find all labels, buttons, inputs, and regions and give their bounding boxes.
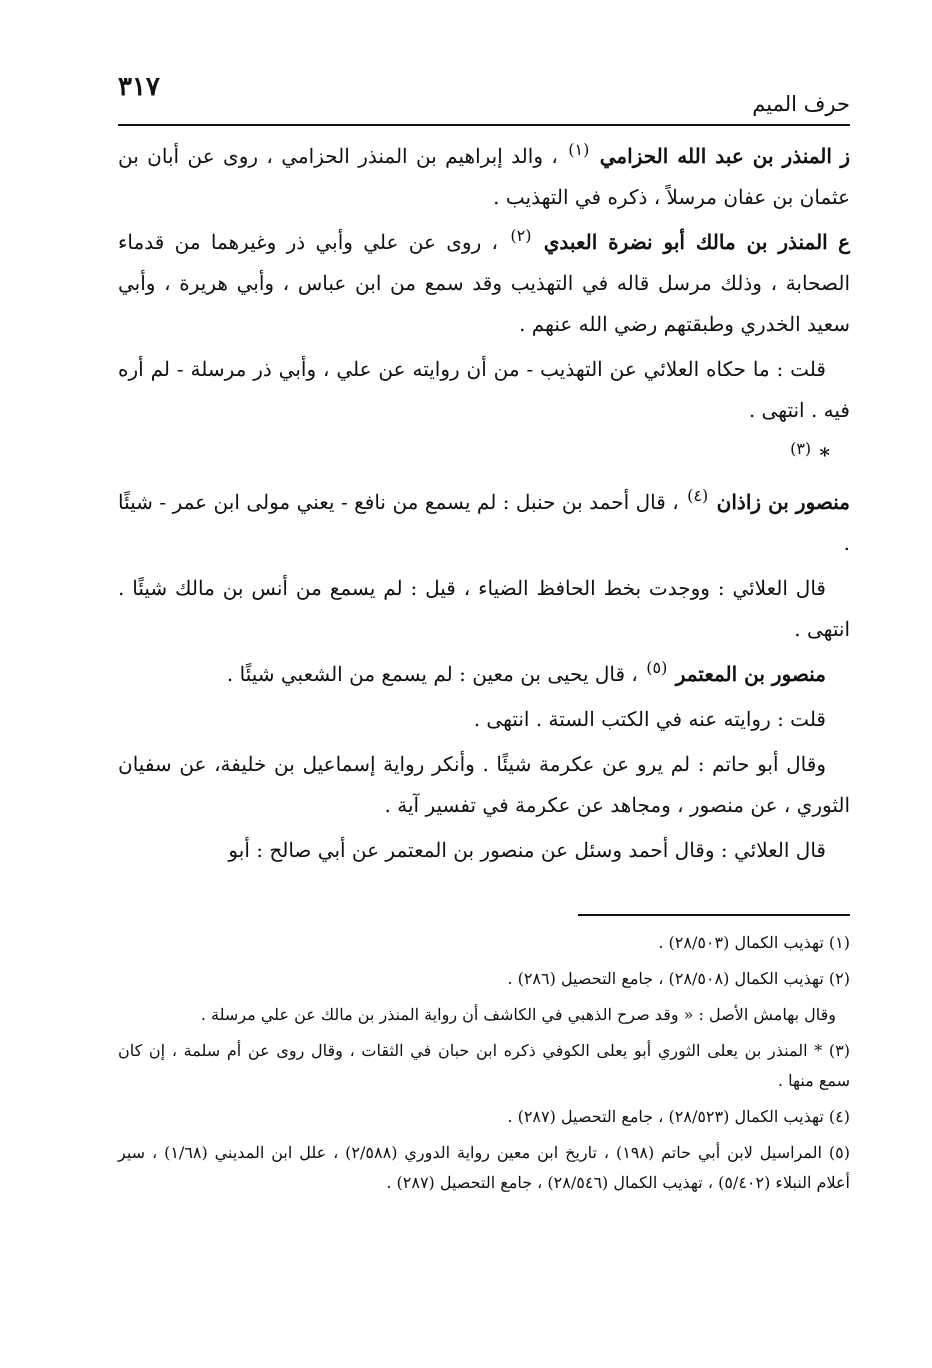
entry-text: ، روى عن علي وأبي ذر وغيرهما من قدماء الصحابة ، وذلك مرسل قاله في التهذيب وقد سمع من ابن عباس ، وأبي هريرة ، وأبي سعيد الخدري وطبقتهم رضي الله عنهم .: [118, 230, 850, 336]
footnote-continuation: وقال بهامش الأصل : « وقد صرح الذهبي في الكاشف أن رواية المنذر بن مالك عن علي مرسلة .: [200, 1005, 836, 1024]
entry-name: منصور بن المعتمر: [675, 662, 826, 686]
entry-abu-nadra: [118, 222, 850, 345]
note-paragraph: قال العلائي : ووجدت بخط الحافظ الضياء ، قيل : لم يسمع من أنس بن مالك شيئًا . انتهى .: [118, 576, 850, 641]
note-paragraph: قلت : روايته عنه في الكتب الستة . انتهى .: [473, 707, 826, 731]
page-number: ٣١٧: [118, 72, 160, 102]
footnote: (١) تهذيب الكمال (٢٨/٥٠٣) .: [658, 933, 850, 952]
entry-code: ز: [840, 144, 851, 168]
footnote: (٤) تهذيب الكمال (٢٨/٥٢٣) ، جامع التحصيل (٢٨٧) .: [507, 1107, 850, 1126]
footnote: (٢) تهذيب الكمال (٢٨/٥٠٨) ، جامع التحصيل (٢٨٦) .: [507, 969, 850, 988]
entry-text: ، قال أحمد بن حنبل : لم يسمع من نافع - يعني مولى ابن عمر - شيئًا .: [118, 490, 850, 555]
entry-code: ع: [838, 230, 850, 254]
running-title: حرف الميم: [752, 92, 850, 116]
note-paragraph: قال العلائي : وقال أحمد وسئل عن منصور بن المعتمر عن أبي صالح : أبو: [228, 838, 826, 862]
footnote-rule: [578, 914, 850, 916]
entry-mundhir-hizami: [118, 136, 850, 218]
entry-text: ، والد إبراهيم بن المنذر الحزامي ، روى عن أبان بن عثمان بن عفان مرسلاً ، ذكره في التهذيب .: [118, 144, 850, 209]
asterisk-icon: *: [819, 443, 830, 467]
footnote-ref: (٢): [510, 226, 532, 246]
main-text: [118, 136, 850, 875]
entry-name: منصور بن زاذان: [716, 490, 851, 514]
footnote: (٣) * المنذر بن يعلى الثوري أبو يعلى الكوفي ذكره ابن حبان في الثقات ، وقال روى عن أم سلمة ، إن كان سمع منها .: [118, 1041, 850, 1090]
entry-name: المنذر بن عبد الله الحزامي: [599, 144, 832, 168]
footnote-ref: (٤): [687, 486, 709, 506]
entry-text: ، قال يحيى بن معين : لم يسمع من الشعبي شيئًا .: [226, 662, 638, 686]
footnote: (٥) المراسيل لابن أبي حاتم (١٩٨) ، تاريخ ابن معين رواية الدوري (٢/٥٨٨) ، علل ابن المديني (١/٦٨) ، سير أعلام النبلاء (٥/٤٠٢) ، تهذيب الكمال (٢٨/٥٤٦) ، جامع التحصيل (٢٨٧) .: [118, 1143, 850, 1192]
entry-name: المنذر بن مالك أبو نضرة العبدي: [543, 230, 828, 254]
footnote-ref: (٥): [646, 658, 668, 678]
footnotes: [118, 928, 850, 1204]
note-paragraph: قلت : ما حكاه العلائي عن التهذيب - من أن روايته عن علي ، وأبي ذر مرسلة - لم أره فيه . انتهى .: [118, 357, 850, 422]
footnote-ref: (١): [568, 140, 590, 160]
star-entry: [118, 435, 850, 476]
page-header: [118, 66, 850, 126]
entry-mansur-zadhan: [118, 482, 850, 564]
header-rule: [118, 124, 850, 126]
entry-mansur-mutamir: [118, 654, 850, 695]
footnote-ref: (٣): [790, 439, 812, 459]
note-paragraph: وقال أبو حاتم : لم يرو عن عكرمة شيئًا . وأنكر رواية إسماعيل بن خليفة، عن سفيان الثوري ، عن منصور ، ومجاهد عن عكرمة في تفسير آية .: [118, 752, 850, 817]
